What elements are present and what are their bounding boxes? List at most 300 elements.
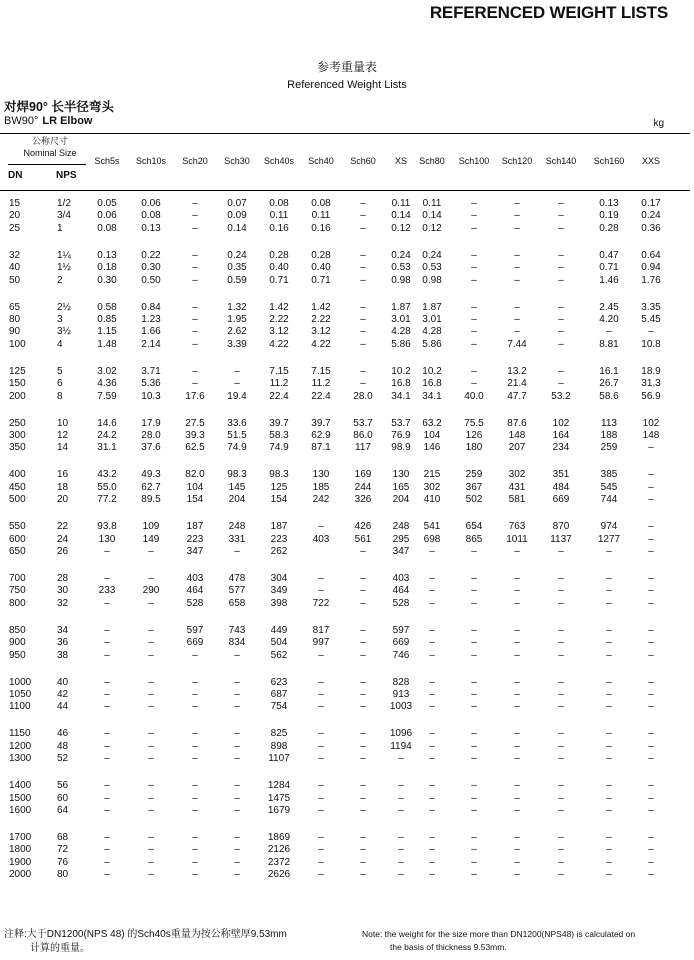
cell-sch40: – [318,844,324,856]
cell-sch30: 145 [228,481,246,493]
cell-dn: 125 [9,365,26,377]
table-row [0,210,690,222]
cell-sch10s: – [148,740,154,752]
cell-sch20: – [192,844,198,856]
cell-sch160: – [606,326,612,338]
cell-sch30: 0.59 [227,274,247,286]
cell-xs: – [398,844,404,856]
cell-sch80: – [429,805,435,816]
cell-sch20: 223 [186,533,204,545]
subtitle-en-prefix: BW90° [4,115,39,127]
cell-dn: 15 [9,198,21,209]
cell-sch140: – [558,728,564,740]
cell-sch40: – [318,805,324,816]
cell-sch80: – [429,546,435,557]
cell-sch5s: – [104,573,110,584]
cell-sch80: 146 [423,442,441,454]
cell-dn: 100 [9,338,26,350]
cell-nps: 56 [57,780,69,792]
cell-xxs: – [648,494,654,506]
cell-dn: 250 [9,417,26,429]
cell-sch100: – [471,792,477,804]
cell-xs: 248 [392,521,410,533]
cell-sch40s: 1475 [267,792,291,804]
cell-sch160: – [606,844,612,856]
cell-nps: 42 [57,689,69,700]
cell-sch5s: 24.2 [97,430,117,441]
cell-sch30: 33.6 [227,417,247,429]
cell-sch40: 997 [312,637,330,649]
cell-sch160: 8.81 [599,338,619,350]
col-header-sch40: Sch40 [308,156,334,166]
cell-sch60: 53.7 [353,417,373,429]
cell-sch120: – [514,249,520,261]
col-header-sch5s: Sch5s [94,156,120,166]
cell-nps: 30 [57,585,69,597]
cell-sch20: – [192,676,198,688]
cell-sch40s: 304 [270,573,288,584]
cell-nps: 1/2 [57,198,71,209]
table-row [0,637,690,649]
cell-sch80: 302 [423,481,441,493]
cell-dn: 1800 [9,844,32,856]
cell-sch80: – [429,832,435,843]
cell-sch40: 11.2 [311,378,331,390]
cell-sch60: – [360,546,366,557]
cell-xs: 10.2 [391,365,411,377]
col-header-sch10s: Sch10s [135,156,167,166]
cell-sch60: – [360,869,366,881]
cell-xs: 98.9 [391,442,411,454]
cell-sch140: 102 [552,417,570,429]
cell-xs: 1194 [390,740,412,752]
cell-nps: 52 [57,753,69,765]
cell-sch40s: 0.08 [269,198,289,209]
table-row [0,585,690,597]
cell-sch40s: 898 [270,740,288,752]
cell-xxs: – [648,573,654,584]
cell-sch140: – [558,365,564,377]
cell-dn: 1400 [9,780,32,792]
table-row [0,701,690,713]
cell-sch160: 188 [600,430,618,441]
cell-sch80: – [429,597,435,609]
cell-sch40s: 11.2 [269,378,289,390]
cell-sch140: – [558,378,564,390]
cell-sch160: 4.20 [599,314,619,325]
subtitle-cn: 对焊90° 长半径弯头 [4,100,114,114]
cell-nps: 16 [57,469,69,481]
cell-sch5s: – [104,856,110,868]
cell-xs: 403 [392,573,410,584]
cell-sch60: 86.0 [353,430,373,441]
table-row [0,494,690,506]
cell-sch100: – [471,624,477,636]
col-header-sch120: Sch120 [501,156,533,166]
cell-sch60: – [360,262,366,274]
cell-sch120: – [514,780,520,792]
cell-sch160: 0.19 [599,210,619,222]
cell-sch30: 658 [228,597,246,609]
cell-xxs: – [648,326,654,338]
cell-sch120: – [514,689,520,700]
cell-sch5s: 14.6 [97,417,117,429]
cell-sch10s: 62.7 [141,481,161,493]
cell-xxs: 31.3 [641,378,661,390]
cell-dn: 50 [9,274,21,286]
cell-sch80: – [429,585,435,597]
cell-sch20: – [192,649,198,661]
cell-sch20: – [192,792,198,804]
cell-xs: 130 [392,469,410,481]
cell-sch5s: 0.18 [97,262,117,274]
cell-dn: 850 [9,624,26,636]
cell-sch140: – [558,805,564,816]
cell-sch40: 0.71 [311,274,331,286]
cell-sch20: 669 [186,637,204,649]
cell-sch10s: – [148,856,154,868]
cell-sch160: – [606,573,612,584]
cell-sch30: – [234,869,240,881]
cell-sch40s: 1107 [268,753,290,765]
cell-sch160: – [606,689,612,700]
cell-sch5s: 0.13 [97,249,117,261]
cell-sch60: – [360,597,366,609]
cell-sch5s: 1.48 [97,338,117,350]
cell-sch40: 39.7 [311,417,331,429]
cell-sch30: 834 [228,637,246,649]
cell-sch40: 0.08 [311,198,331,209]
cell-sch20: – [192,740,198,752]
cell-sch120: – [514,753,520,765]
cell-nps: 4 [57,338,63,350]
cell-nps: 46 [57,728,69,740]
cell-sch120: 21.4 [507,378,527,390]
cell-sch30: 1.32 [227,301,247,313]
cell-sch40: 242 [312,494,330,506]
cell-sch60: – [360,274,366,286]
cell-sch60: – [360,844,366,856]
cell-sch20: – [192,378,198,390]
cell-sch20: – [192,856,198,868]
cell-sch100: – [471,338,477,350]
dn-header: DN [8,170,23,181]
cell-sch20: – [192,249,198,261]
cell-sch120: – [514,844,520,856]
cell-sch20: 82.0 [185,469,205,481]
cell-sch60: – [360,585,366,597]
cell-sch60: – [360,365,366,377]
cell-sch160: 58.6 [599,390,619,402]
cell-dn: 1000 [9,676,32,688]
cell-sch40s: 2372 [267,856,291,868]
cell-xs: 76.9 [391,430,411,441]
cell-xxs: – [648,869,654,881]
cell-sch10s: 0.06 [141,198,161,209]
cell-sch160: 0.47 [599,249,619,261]
cell-sch20: 347 [186,546,204,557]
cell-sch40: 0.40 [311,262,331,274]
note-cn [4,928,287,956]
cell-sch100: – [471,869,477,881]
note-en-line1: Note: the weight for the size more than DN1200(NPS48) is calculated on [362,929,636,939]
cell-sch40s: 58.3 [269,430,289,441]
cell-nps: 26 [57,546,69,557]
cell-sch10s: – [148,689,154,700]
cell-sch40s: 0.16 [269,222,289,234]
cell-sch120: – [514,856,520,868]
cell-sch40s: 154 [270,494,288,506]
cell-sch10s: 2.14 [141,338,161,350]
cell-sch80: 5.86 [422,338,442,350]
cell-sch100: – [471,780,477,792]
cell-dn: 1200 [9,740,32,752]
cell-xxs: – [648,689,654,700]
cell-sch5s: – [104,832,110,843]
cell-xxs: 102 [642,417,660,429]
table-row [0,805,690,817]
cell-sch30: – [234,753,240,765]
cell-sch30: 577 [228,585,246,597]
cell-xxs: – [648,597,654,609]
cell-sch140: – [558,314,564,325]
cell-sch100: 259 [465,469,483,481]
cell-sch140: – [558,210,564,222]
cell-sch100: 180 [465,442,483,454]
cell-sch5s: – [104,637,110,649]
cell-sch100: – [471,546,477,557]
cell-xxs: – [648,701,654,713]
cell-nps: 3½ [57,326,71,338]
cell-sch80: 410 [423,494,441,506]
cell-sch20: – [192,689,198,700]
cell-sch160: – [606,624,612,636]
cell-sch20: – [192,326,198,338]
cell-sch120: 763 [508,521,526,533]
cell-xxs: – [648,780,654,792]
cell-sch40s: 1284 [267,780,291,792]
cell-xxs: – [648,805,654,816]
cell-sch120: – [514,262,520,274]
cell-dn: 2000 [9,869,32,881]
cell-sch40s: 98.3 [269,469,289,481]
cell-nps: 76 [57,856,69,868]
table-row [0,689,690,701]
cell-sch30: – [234,780,240,792]
cell-sch10s: 0.84 [141,301,161,313]
cell-sch160: 974 [600,521,618,533]
cell-sch100: – [471,262,477,274]
table-row [0,314,690,326]
cell-sch160: 1.46 [599,274,619,286]
col-header-sch160: Sch160 [593,156,625,166]
cell-nps: 1¼ [57,249,71,261]
cell-xs: – [398,753,404,765]
cell-sch120: – [514,805,520,816]
cell-sch40: 4.22 [311,338,331,350]
cell-sch5s: 43.2 [97,469,117,481]
cell-xxs: – [648,792,654,804]
cell-dn: 550 [9,521,26,533]
cell-sch40: 1.42 [311,301,331,313]
title-en: Referenced Weight Lists [287,79,407,91]
cell-sch20: – [192,262,198,274]
cell-sch20: 154 [186,494,204,506]
cell-sch10s: – [148,701,154,713]
cell-sch10s: 3.71 [141,365,161,377]
cell-sch160: – [606,637,612,649]
cell-xs: 0.12 [391,222,411,234]
cell-sch60: – [360,573,366,584]
cell-sch100: – [471,701,477,713]
cell-sch100: – [471,597,477,609]
cell-sch20: 403 [186,573,204,584]
cell-xxs: – [648,832,654,843]
cell-sch40s: 0.71 [269,274,289,286]
cell-dn: 1050 [9,689,32,700]
cell-sch120: – [514,792,520,804]
cell-sch5s: – [104,701,110,713]
table-row [0,625,690,637]
cell-sch10s: 290 [142,585,160,597]
cell-sch80: 63.2 [422,417,442,429]
cell-sch10s: – [148,753,154,765]
cell-sch20: 27.5 [185,417,205,429]
cell-dn: 90 [9,326,21,338]
cell-sch140: 351 [552,469,570,481]
cell-sch10s: – [148,805,154,816]
cell-sch30: – [234,676,240,688]
cell-xxs: – [648,624,654,636]
cell-sch120: – [514,740,520,752]
cell-sch140: – [558,326,564,338]
cell-sch140: – [558,262,564,274]
cell-sch40s: 39.7 [269,417,289,429]
cell-sch120: – [514,676,520,688]
cell-nps: 1 [57,222,63,234]
cell-sch10s: 109 [142,521,160,533]
cell-sch5s: 3.02 [97,365,117,377]
cell-sch5s: 4.36 [97,378,117,390]
cell-sch5s: – [104,740,110,752]
cell-sch5s: 1.15 [97,326,117,338]
cell-sch40s: 504 [270,637,288,649]
cell-sch40: 22.4 [311,390,331,402]
cell-sch120: – [514,546,520,557]
cell-sch30: 19.4 [227,390,247,402]
cell-sch140: – [558,676,564,688]
nps-header: NPS [56,170,77,181]
cell-sch30: 98.3 [227,469,247,481]
cell-xs: 0.53 [391,262,411,274]
cell-sch5s: 77.2 [97,494,117,506]
cell-sch100: 502 [465,494,483,506]
table-row [0,650,690,662]
cell-sch80: – [429,780,435,792]
cell-sch100: – [471,832,477,843]
cell-sch120: – [514,869,520,881]
cell-sch80: – [429,740,435,752]
cell-sch10s: 89.5 [141,494,161,506]
cell-sch80: 104 [423,430,441,441]
cell-sch40s: 449 [270,624,288,636]
cell-sch100: – [471,198,477,209]
cell-sch30: – [234,689,240,700]
cell-sch80: 1.87 [422,301,442,313]
cell-xs: – [398,780,404,792]
cell-sch5s: – [104,676,110,688]
cell-sch10s: – [148,792,154,804]
cell-sch160: – [606,832,612,843]
cell-sch30: – [234,701,240,713]
cell-sch120: – [514,301,520,313]
cell-sch60: – [360,249,366,261]
cell-xxs: – [648,442,654,454]
cell-sch20: – [192,198,198,209]
cell-sch40s: 687 [270,689,288,700]
cell-sch160: 545 [600,481,618,493]
cell-sch160: 385 [600,469,618,481]
cell-sch60: – [360,624,366,636]
cell-sch40: 0.16 [311,222,331,234]
cell-xxs: – [648,481,654,493]
cell-sch80: – [429,856,435,868]
cell-sch160: 16.1 [599,365,619,377]
cell-sch5s: – [104,546,110,557]
table-row [0,793,690,805]
cell-sch140: 669 [552,494,570,506]
cell-sch10s: 10.3 [141,390,161,402]
cell-sch40s: 74.9 [269,442,289,454]
cell-xs: 295 [392,533,410,545]
cell-sch40: – [318,753,324,765]
cell-sch140: – [558,338,564,350]
cell-sch5s: 0.05 [97,198,117,209]
cell-sch160: – [606,792,612,804]
cell-sch120: – [514,728,520,740]
cell-nps: 8 [57,390,63,402]
cell-xxs: – [648,856,654,868]
cell-sch40s: 2626 [267,869,291,881]
cell-sch60: – [360,198,366,209]
col-header-sch60: Sch60 [350,156,376,166]
cell-sch40s: 398 [270,597,288,609]
cell-sch60: – [360,637,366,649]
cell-sch60: – [360,832,366,843]
cell-sch140: – [558,249,564,261]
cell-nps: 3/4 [57,210,71,222]
cell-sch120: 148 [508,430,526,441]
cell-xxs: 0.36 [641,222,661,234]
cell-dn: 500 [9,494,26,506]
cell-xs: – [398,856,404,868]
cell-sch120: 13.2 [507,365,527,377]
cell-sch120: – [514,649,520,661]
cell-xs: 204 [392,494,410,506]
cell-sch60: 244 [354,481,372,493]
cell-sch80: – [429,753,435,765]
note-en-line2: the basis of thickness 9.53mm. [390,942,507,952]
cell-sch140: – [558,274,564,286]
cell-sch20: – [192,701,198,713]
cell-nps: 48 [57,740,69,752]
cell-sch5s: 233 [98,585,116,597]
cell-sch40: – [318,676,324,688]
cell-sch30: 0.09 [227,210,247,222]
cell-dn: 65 [9,301,21,313]
cell-sch5s: – [104,844,110,856]
cell-sch80: – [429,689,435,700]
